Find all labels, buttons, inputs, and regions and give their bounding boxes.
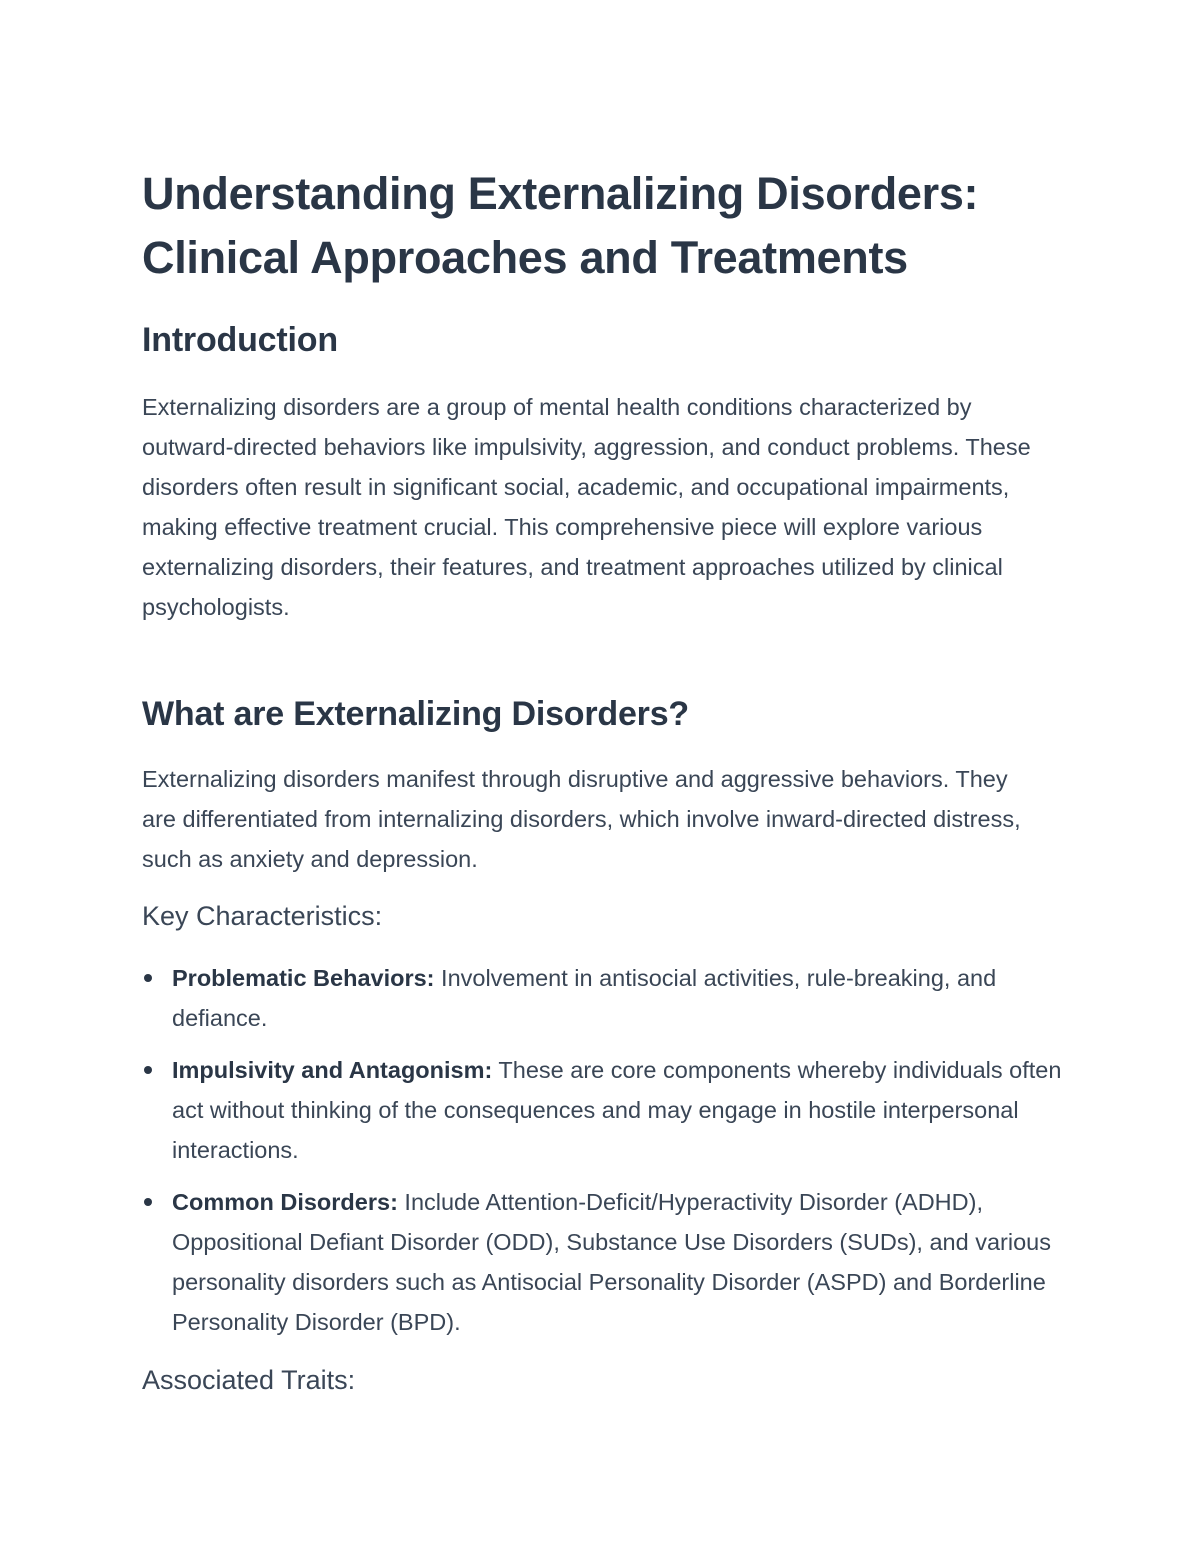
bullet-text: These are core components whereby individuals often act without thinking of the consequences and may engage in hostile interpersonal interactions. <box>172 1057 1062 1163</box>
key-characteristics-list <box>142 958 1062 1354</box>
list-item <box>142 1050 1062 1170</box>
list-item <box>142 1182 1062 1342</box>
what-are-paragraph: Externalizing disorders manifest through disruptive and aggressive behaviors. They are differentiated from internalizing disorders, which involve inward-directed distress, such as anxiety and depression. <box>142 766 1021 872</box>
bullet-text: Include Attention-Deficit/Hyperactivity Disorder (ADHD), Oppositional Defiant Disorder (ODD), Substance Use Disorders (SUDs), and various personality disorders such as Antisocial Personality Disorder (ASPD) and Borderline Personality Disorder (BPD). <box>172 1189 1051 1335</box>
bullet-term: Impulsivity and Antagonism: <box>172 1057 493 1083</box>
section-heading-what-are-externalizing-disorders: What are Externalizing Disorders? <box>142 695 689 733</box>
subheading-key-characteristics: Key Characteristics: <box>142 901 383 931</box>
section-heading-introduction: Introduction <box>142 321 338 359</box>
introduction-paragraph: Externalizing disorders are a group of mental health conditions characterized by outward-directed behaviors like impulsivity, aggression, and conduct problems. These disorders often result in significant social, academic, and occupational impairments, making effective treatment crucial. This comprehensive piece will explore various externalizing disorders, their features, and treatment approaches utilized by clinical psychologists. <box>142 394 1031 620</box>
bullet-term: Common Disorders: <box>172 1189 398 1215</box>
bullet-dot-icon <box>144 1198 152 1206</box>
bullet-dot-icon <box>144 974 152 982</box>
list-item <box>142 958 1062 1038</box>
subheading-associated-traits: Associated Traits: <box>142 1365 356 1395</box>
document-title: Understanding Externalizing Disorders: Clinical Approaches and Treatments <box>142 168 979 283</box>
bullet-term: Problematic Behaviors: <box>172 965 435 991</box>
bullet-text: Involvement in antisocial activities, rule-breaking, and defiance. <box>172 965 997 1031</box>
bullet-dot-icon <box>144 1066 152 1074</box>
